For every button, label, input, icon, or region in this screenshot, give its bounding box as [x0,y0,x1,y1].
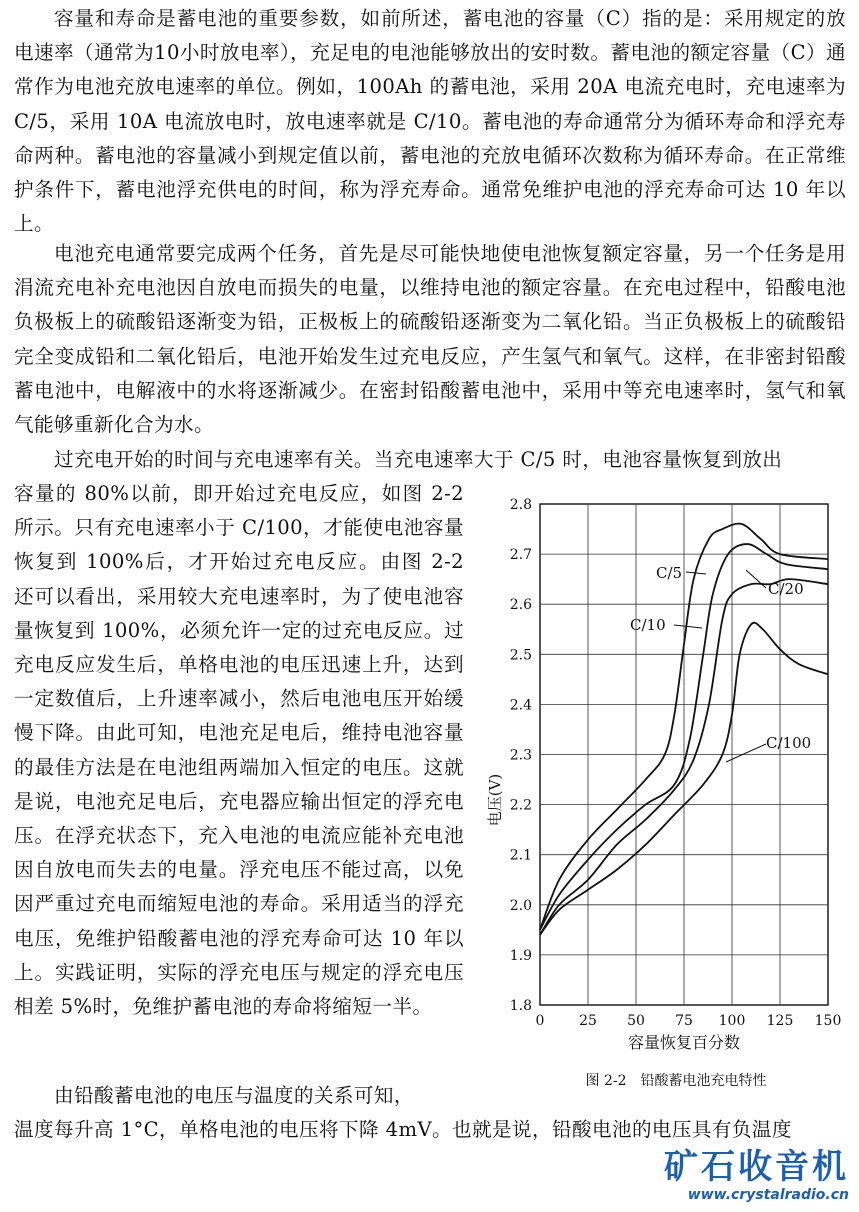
y-tick-labels [510,497,532,1014]
site-watermark [664,1148,849,1204]
y-tick-label: 1.8 [509,998,532,1014]
paragraph-temperature-line: 温度每升高 1°C，单格电池的电压将下降 4mV。也就是说，铅酸电池的电压具有负温度 [14,1118,792,1141]
label-c-10: C/10 [630,616,666,634]
paragraph-charging-tasks: 电池充电通常要完成两个任务，首先是尽可能快地使电池恢复额定容量，另一个任务是用涓流充电补充电池因自放电而损失的电量，以维持电池的额定容量。在充电过程中，铅酸电池负极板上的硫酸铅逐渐变为铅，正极板上的硫酸铅逐渐变为二氧化铅。当正负极板上的硫酸铅完全变成铅和二氧化铅后，电池开始发生过充电反应，产生氢气和氧气。这样，在非密封铅酸蓄电池中，电解液中的水将逐渐减少。在密封铅酸蓄电池中，采用中等充电速率时，氢气和氧气能够重新化合为水。 [14,242,846,437]
x-tick-label: 0 [535,1013,545,1029]
y-tick-label: 2.5 [509,647,532,664]
x-tick-label: 50 [627,1013,645,1029]
y-tick-label: 2.6 [509,597,532,614]
leader-c-10 [674,625,702,628]
y-tick-label: 2.0 [509,897,532,914]
label-c-5: C/5 [656,564,683,582]
x-tick-label: 100 [718,1013,746,1029]
paragraph-temperature-start: 由铅酸蓄电池的电压与温度的关系可知， [54,1084,414,1107]
y-tick-label: 2.1 [509,847,532,864]
x-tick-label: 125 [766,1013,794,1029]
x-tick-label: 25 [579,1013,597,1029]
x-tick-label: 75 [675,1013,693,1029]
x-tick-label: 150 [814,1013,842,1029]
watermark-url: www.crystalradio.cn [687,1187,849,1203]
y-axis-label: 电压(V) [486,773,504,827]
paragraph-capacity-life: 容量和寿命是蓄电池的重要参数，如前所述，蓄电池的容量（C）指的是：采用规定的放电速率（通常为10小时放电率），充足电的电池能够放出的安时数。蓄电池的额定容量（C）通常作为电池充放电速率的单位。例如，100Ah 的蓄电池，采用 20A 电流充电时，充电速率为 C/5，采用 10A 电流放电时，放电速率就是 C/10。蓄电池的寿命通常分为循环寿命和浮充寿命两种。蓄电池的容量减小到规定值以前，蓄电池的充放电循环次数称为循环寿命。在正常维护条件下，蓄电池浮充供电的时间，称为浮充寿命。通常免维护电池的浮充寿命可达 10 年以上。 [14,7,846,236]
watermark-logo: 矿石收音机 [664,1147,849,1187]
y-tick-label: 2.2 [509,797,532,814]
figure-caption: 图 2-2 铅酸蓄电池充电特性 [585,1073,767,1089]
y-tick-label: 2.7 [509,547,532,564]
y-tick-label: 2.3 [509,747,532,764]
y-tick-label: 2.4 [509,697,532,714]
paragraph-overcharge-first-line: 过充电开始的时间与充电速率有关。当充电速率大于 C/5 时，电池容量恢复到放出 [54,448,783,471]
label-c-20: C/20 [768,580,804,598]
x-axis-label: 容量恢复百分数 [627,1033,741,1052]
x-tick-labels [536,1013,842,1029]
label-c-100: C/100 [766,734,812,752]
y-tick-label: 1.9 [509,947,532,964]
charging-characteristic-chart [478,490,848,1090]
paragraph-overcharge-body: 容量的 80%以前，即开始过充电反应，如图 2-2 所示。只有充电速率小于 C/100，才能使电池容量恢复到 100%后，才开始过充电反应。由图 2-2 还可以看出，采用较大充电速率时，为了使电池容量恢复到 100%，必须允许一定的过充电反应。过充电反应发生后，单格电池的电压迅速上升，达到一定数值后，上升速率减小，然后电池电压开始缓慢下降。由此可知，电池充足电后，维持电池容量的最佳方法是在电池组两端加入恒定的电压。这就是说，电池充足电后，充电器应输出恒定的浮充电压。在浮充状态下，充入电池的电流应能补充电池因自放电而失去的电量。浮充电压不能过高，以免因严重过充电而缩短电池的寿命。采用适当的浮充电压，免维护铅酸蓄电池的浮充寿命可达 10 年以上。实践证明，实际的浮充电压与规定的浮充电压相差 5%时，免维护蓄电池的寿命将缩短一半。 [14,482,464,1019]
y-tick-label: 2.8 [509,497,532,513]
series-labels [630,564,811,762]
